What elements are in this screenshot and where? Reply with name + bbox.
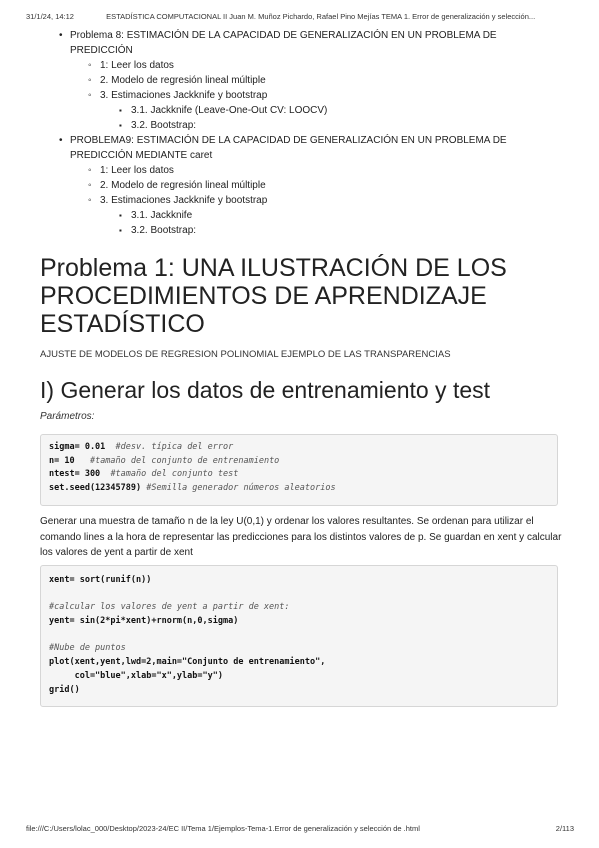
toc-subitem[interactable] xyxy=(0,58,599,73)
code-line: xent= sort(runif(n)) xyxy=(49,575,152,585)
print-file-path: file:///C:/Users/lolac_000/Desktop/2023-24/EC II/Tema 1/Ejemplos-Tema-1.Error de generalización y selección de .html xyxy=(26,824,420,833)
toc-item-problema-9[interactable] xyxy=(0,133,599,163)
toc-subsubitem[interactable] xyxy=(0,208,599,223)
toc-link[interactable]: • PROBLEMA9: ESTIMACIÓN DE LA CAPACIDAD DE GENERALIZACIÓN EN UN PROBLEMA DE PREDICCIÓN MEDIANTE caret xyxy=(70,135,507,161)
params-label: Parámetros: xyxy=(40,411,95,422)
toc-subitem[interactable] xyxy=(0,193,599,208)
toc-link[interactable]: 3. Estimaciones Jackknife y bootstrap xyxy=(100,195,268,206)
code-comment: #calcular los valores de yent a partir de xent: xyxy=(49,602,290,613)
toc-link[interactable]: 3.2. Bootstrap: xyxy=(131,120,197,131)
code-line: set.seed(12345789) #Semilla generador números aleatorios xyxy=(49,483,336,494)
toc-link[interactable]: 1: Leer los datos xyxy=(100,165,174,176)
code-line: sigma= 0.01 #desv. típica del error xyxy=(49,442,234,452)
code-line: n= 10 #tamaño del conjunto de entrenamiento xyxy=(49,455,280,466)
toc-link[interactable]: 3. Estimaciones Jackknife y bootstrap xyxy=(100,90,268,101)
code-block-parameters xyxy=(40,434,558,506)
code-block-generate-data xyxy=(40,565,558,707)
body-paragraph: Generar una muestra de tamaño n de la ley U(0,1) y ordenar los valores resultantes. Se ordenan para utilizar el comando lines a la hora de representar las predicciones para los distintos valores de p. Se guardan en xent y calcular los valores de yent a partir de xent xyxy=(40,516,562,558)
table-of-contents xyxy=(0,28,599,238)
toc-subitem[interactable] xyxy=(0,88,599,103)
toc-link[interactable]: 1: Leer los datos xyxy=(100,60,174,71)
section-heading: I) Generar los datos de entrenamiento y test xyxy=(40,377,491,403)
page-title: Problema 1: UNA ILUSTRACIÓN DE LOS PROCEDIMIENTOS DE APRENDIZAJE ESTADÍSTICO xyxy=(40,254,507,338)
page-number: 2/113 xyxy=(555,824,574,833)
toc-subsubitem[interactable] xyxy=(0,223,599,238)
toc-link[interactable]: 2. Modelo de regresión lineal múltiple xyxy=(100,75,266,86)
code-line: plot(xent,yent,lwd=2,main="Conjunto de entrenamiento", xyxy=(49,657,326,668)
toc-link[interactable]: 3.1. Jackknife (Leave-One-Out CV: LOOCV) xyxy=(131,105,328,116)
print-document-title: ESTADÍSTICA COMPUTACIONAL II Juan M. Muñoz Pichardo, Rafael Pino Mejías TEMA 1. Error de generalización y selección... xyxy=(106,12,536,21)
toc-link[interactable]: 3.1. Jackknife xyxy=(131,210,193,221)
code-line: col="blue",xlab="x",ylab="y") xyxy=(49,670,223,681)
print-timestamp: 31/1/24, 14:12 xyxy=(26,12,74,21)
code-comment: #Nube de puntos xyxy=(49,643,126,654)
toc-subitem[interactable] xyxy=(0,178,599,193)
toc-subsubitem[interactable] xyxy=(0,103,599,118)
code-line: yent= sin(2*pi*xent)+rnorm(n,0,sigma) xyxy=(49,616,239,627)
print-header xyxy=(26,12,586,21)
toc-subitem[interactable] xyxy=(0,73,599,88)
toc-item-problema-8[interactable] xyxy=(0,28,599,58)
code-line: grid() xyxy=(49,684,80,695)
page-subtitle: AJUSTE DE MODELOS DE REGRESION POLINOMIAL EJEMPLO DE LAS TRANSPARENCIAS xyxy=(40,349,451,360)
toc-subsubitem[interactable] xyxy=(0,118,599,133)
code-line: ntest= 300 #tamaño del conjunto test xyxy=(49,469,239,480)
toc-link[interactable]: • Problema 8: ESTIMACIÓN DE LA CAPACIDAD DE GENERALIZACIÓN EN UN PROBLEMA DE PREDICCIÓN xyxy=(70,30,497,56)
toc-link[interactable]: 3.2. Bootstrap: xyxy=(131,225,197,236)
print-footer xyxy=(26,824,574,833)
toc-link[interactable]: 2. Modelo de regresión lineal múltiple xyxy=(100,180,266,191)
toc-subitem[interactable] xyxy=(0,163,599,178)
